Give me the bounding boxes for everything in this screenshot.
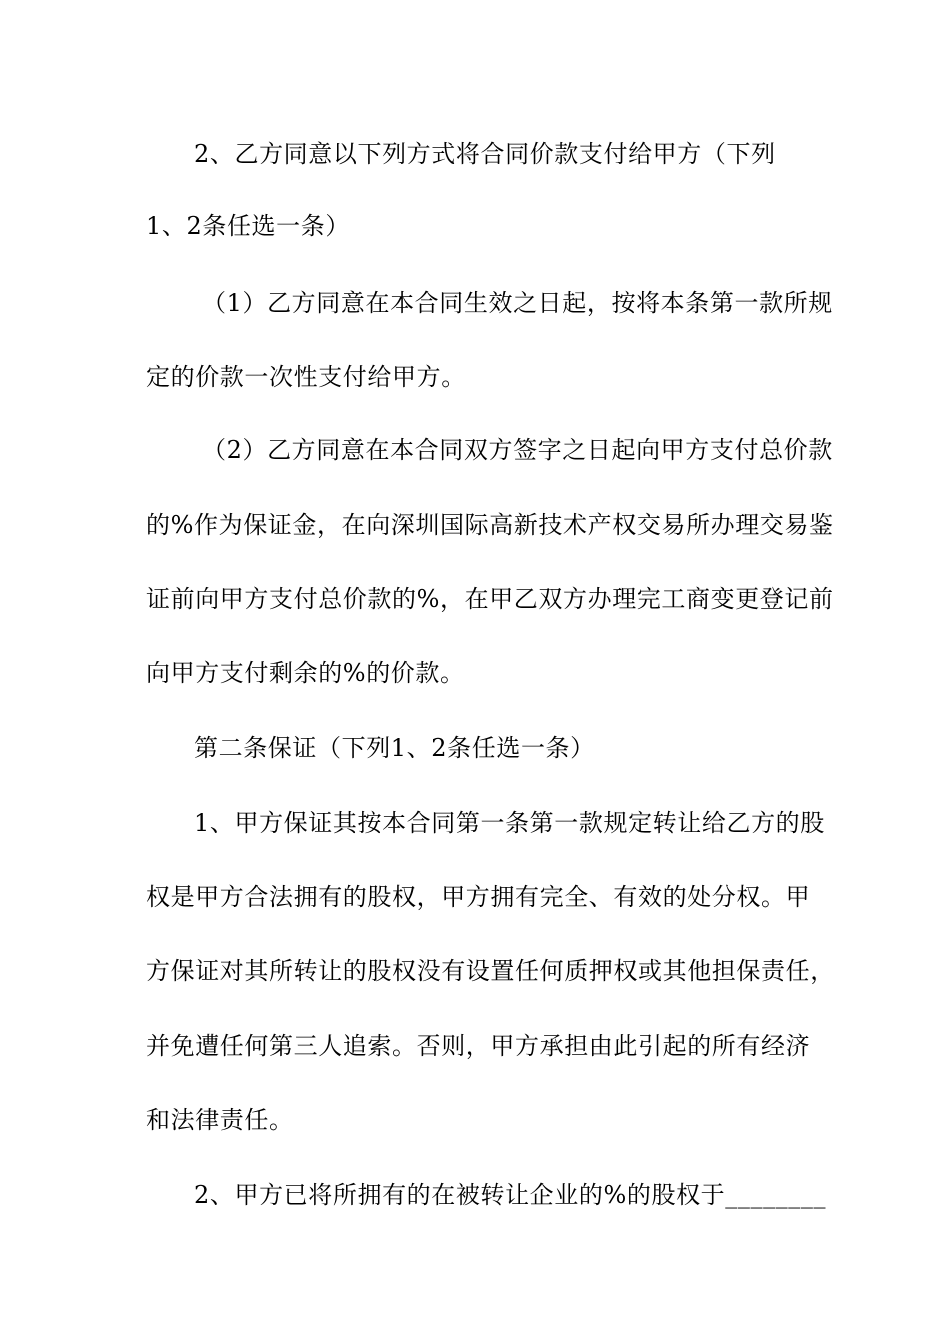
paragraph-line: 1、2条任选一条） — [146, 212, 350, 240]
paragraph-line: （1）乙方同意在本合同生效之日起，按将本条第一款所规 — [202, 289, 833, 317]
paragraph-line: 和法律责任。 — [146, 1106, 294, 1134]
paragraph-line: 1、甲方保证其按本合同第一条第一款规定转让给乙方的股 — [194, 809, 825, 837]
paragraph-line: 向甲方支付剩余的%的价款。 — [146, 659, 465, 687]
section-heading: 第二条保证（下列1、2条任选一条） — [194, 734, 595, 762]
paragraph-line: 定的价款一次性支付给甲方。 — [146, 363, 466, 391]
paragraph-line: 证前向甲方支付总价款的%，在甲乙双方办理完工商变更登记前 — [146, 585, 834, 613]
paragraph-line: （2）乙方同意在本合同双方签字之日起向甲方支付总价款 — [202, 436, 833, 464]
paragraph-line: 2、甲方已将所拥有的在被转让企业的%的股权于________ — [194, 1181, 827, 1209]
paragraph-line: 2、乙方同意以下列方式将合同价款支付给甲方（下列 — [194, 140, 776, 168]
paragraph-line: 权是甲方合法拥有的股权，甲方拥有完全、有效的处分权。甲 — [146, 883, 811, 911]
paragraph-line: 的%作为保证金，在向深圳国际高新技术产权交易所办理交易鉴 — [146, 511, 834, 539]
paragraph-line: 并免遭任何第三人追索。否则，甲方承担由此引起的所有经济 — [146, 1032, 811, 1060]
paragraph-line: 方保证对其所转让的股权没有设置任何质押权或其他担保责任， — [146, 957, 835, 985]
